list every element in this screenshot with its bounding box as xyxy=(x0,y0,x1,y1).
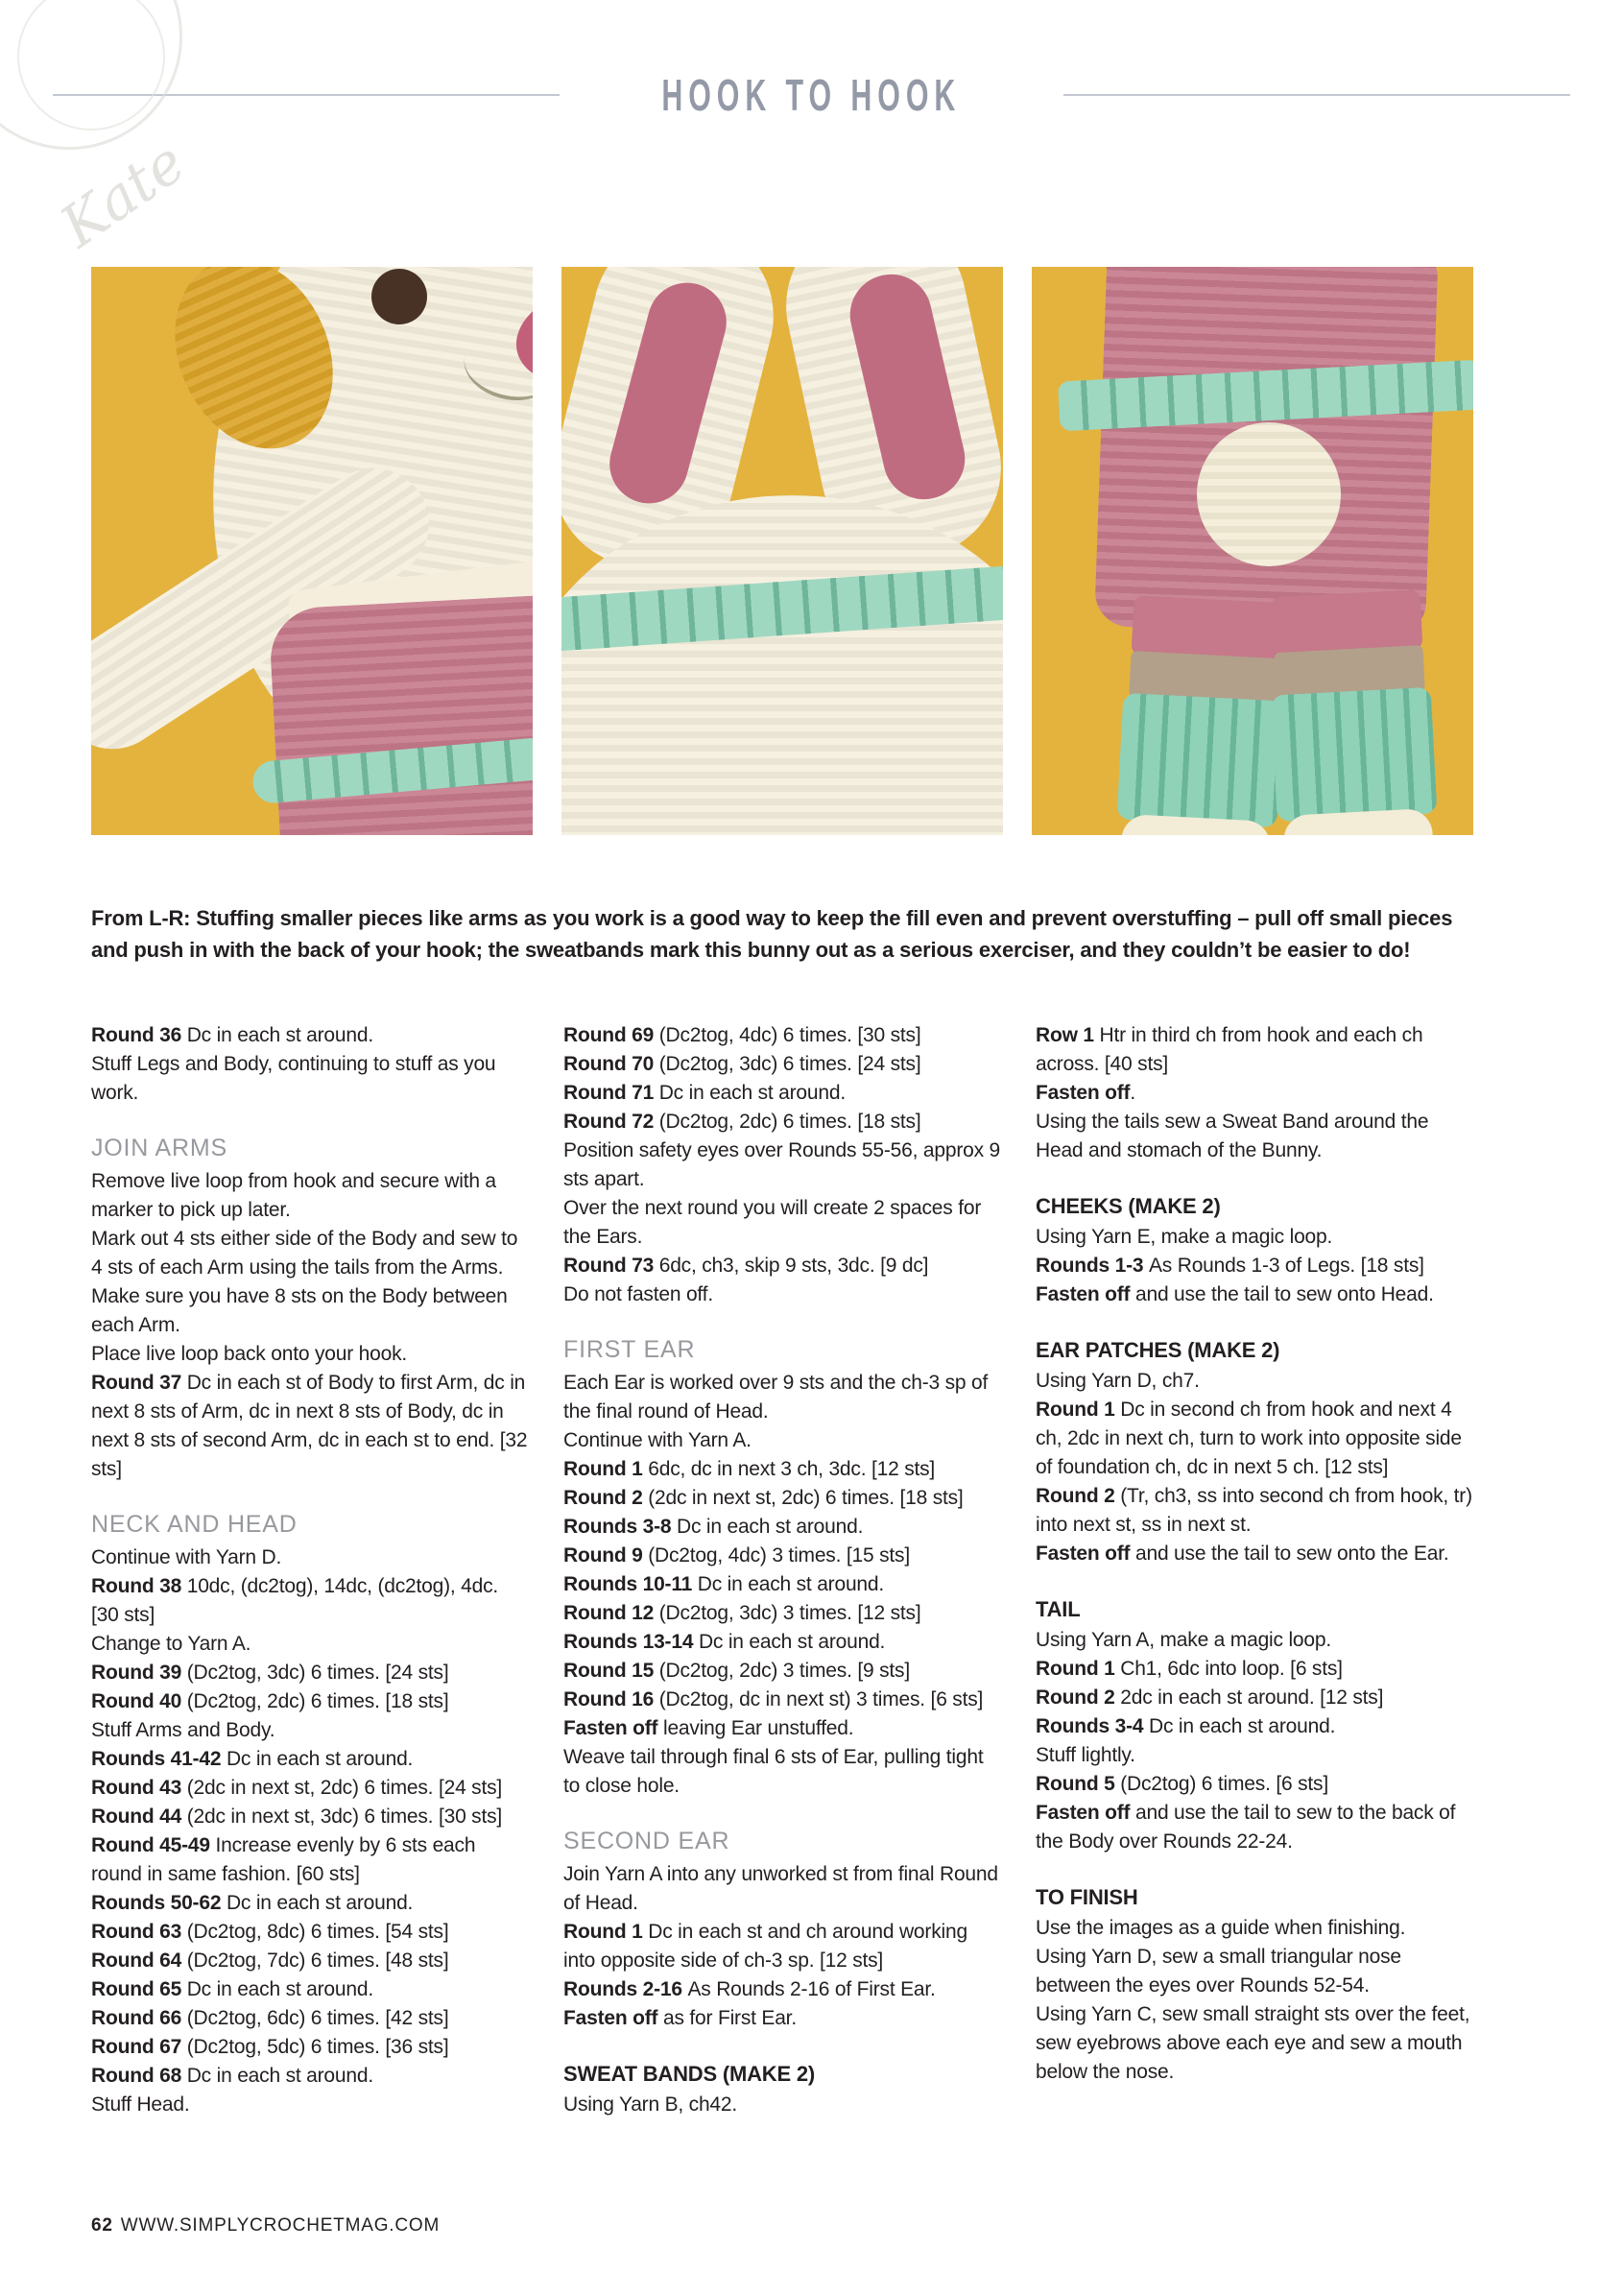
website-url: WWW.SIMPLYCROCHETMAG.COM xyxy=(120,2215,441,2236)
pattern-paragraph: Round 65 Dc in each st around. xyxy=(91,1978,373,2000)
pattern-paragraph: Using Yarn D, ch7. xyxy=(1036,1370,1200,1392)
pattern-column xyxy=(563,1021,1000,2119)
pattern-paragraph: Using Yarn D, sew a small triangular nose between the eyes over Rounds 52-54. xyxy=(1036,1946,1401,1997)
pattern-paragraph: Continue with Yarn D. xyxy=(91,1546,282,1568)
pattern-paragraph: Round 2 (Tr, ch3, ss into second ch from hook, tr) into next st, ss in next st. xyxy=(1036,1485,1472,1536)
pattern-paragraph: Round 66 (Dc2tog, 6dc) 6 times. [42 sts] xyxy=(91,2007,449,2029)
pattern-paragraph: Join Yarn A into any unworked st from final Round of Head. xyxy=(563,1863,998,1914)
pattern-paragraph: Using Yarn B, ch42. xyxy=(563,2093,738,2116)
pattern-column xyxy=(91,1021,528,2119)
photo-bunny-front-closeup xyxy=(91,267,533,835)
pattern-paragraph: Round 1 6dc, dc in next 3 ch, 3dc. [12 sts] xyxy=(563,1458,936,1480)
pattern-paragraph: Do not fasten off. xyxy=(563,1283,713,1305)
pattern-paragraph: Fasten off as for First Ear. xyxy=(563,2007,797,2029)
pattern-paragraph: Stuff Head. xyxy=(91,2093,190,2116)
pattern-paragraph: Round 38 10dc, (dc2tog), 14dc, (dc2tog), 4dc. [30 sts] xyxy=(91,1575,499,1626)
pattern-paragraph: Round 64 (Dc2tog, 7dc) 6 times. [48 sts] xyxy=(91,1949,449,1972)
pattern-paragraph: Stuff Arms and Body. xyxy=(91,1719,275,1741)
page-footer xyxy=(91,2215,440,2236)
header-rule-left xyxy=(53,94,560,96)
pattern-paragraph: Round 45-49 Increase evenly by 6 sts each round in same fashion. [60 sts] xyxy=(91,1834,476,1885)
pattern-paragraph: Rounds 10-11 Dc in each st around. xyxy=(563,1573,885,1595)
pattern-paragraph: Over the next round you will create 2 spaces for the Ears. xyxy=(563,1197,982,1248)
pattern-paragraph: Rounds 3-4 Dc in each st around. xyxy=(1036,1715,1336,1737)
section-heading: JOIN ARMS xyxy=(91,1135,227,1161)
pattern-paragraph: Round 69 (Dc2tog, 4dc) 6 times. [30 sts] xyxy=(563,1024,921,1046)
pattern-paragraph: Round 5 (Dc2tog) 6 times. [6 sts] xyxy=(1036,1773,1328,1795)
pattern-paragraph: Rounds 2-16 As Rounds 2-16 of First Ear. xyxy=(563,1978,936,2000)
pattern-paragraph: Position safety eyes over Rounds 55-56, approx 9 sts apart. xyxy=(563,1139,1001,1190)
pattern-paragraph: Use the images as a guide when finishing. xyxy=(1036,1917,1406,1939)
pattern-paragraph: Round 16 (Dc2tog, dc in next st) 3 times. [6 sts] xyxy=(563,1688,984,1710)
pattern-paragraph: Round 9 (Dc2tog, 4dc) 3 times. [15 sts] xyxy=(563,1544,910,1567)
pattern-paragraph: Rounds 1-3 As Rounds 1-3 of Legs. [18 sts] xyxy=(1036,1255,1424,1277)
pattern-columns xyxy=(91,1021,1473,2119)
leg-warmer-segment xyxy=(1117,693,1284,828)
pattern-paragraph: Stuff Legs and Body, continuing to stuff as you work. xyxy=(91,1053,496,1104)
sub-heading: TAIL xyxy=(1036,1597,1081,1621)
sub-heading: CHEEKS (MAKE 2) xyxy=(1036,1194,1221,1218)
pattern-paragraph: Round 1 Dc in second ch from hook and next 4 ch, 2dc in next ch, turn to work into opposite side of foundation ch, dc in next 5 ch. [12 sts] xyxy=(1036,1399,1462,1478)
header-rule-right xyxy=(1063,94,1570,96)
pattern-paragraph: Round 71 Dc in each st around. xyxy=(563,1082,846,1104)
pattern-paragraph: Round 15 (Dc2tog, 2dc) 3 times. [9 sts] xyxy=(563,1660,910,1682)
pattern-paragraph: Round 1 Dc in each st and ch around working into opposite side of ch-3 sp. [12 sts] xyxy=(563,1921,967,1972)
pattern-paragraph: Round 43 (2dc in next st, 2dc) 6 times. [24 sts] xyxy=(91,1777,503,1799)
leg-warmer-segment xyxy=(1271,687,1438,823)
pattern-paragraph: Using the tails sew a Sweat Band around the Head and stomach of the Bunny. xyxy=(1036,1111,1429,1161)
pattern-paragraph: Round 73 6dc, ch3, skip 9 sts, 3dc. [9 dc] xyxy=(563,1255,929,1277)
pattern-paragraph: Remove live loop from hook and secure with a marker to pick up later. xyxy=(91,1170,496,1221)
section-heading: SECOND EAR xyxy=(563,1828,730,1854)
sub-heading: EAR PATCHES (MAKE 2) xyxy=(1036,1338,1280,1362)
pattern-paragraph: Fasten off and use the tail to sew onto Head. xyxy=(1036,1283,1434,1305)
bunny-tail-shape xyxy=(1197,422,1341,566)
pattern-paragraph: Weave tail through final 6 sts of Ear, pulling tight to close hole. xyxy=(563,1746,984,1797)
pattern-paragraph: Round 39 (Dc2tog, 3dc) 6 times. [24 sts] xyxy=(91,1662,449,1684)
pattern-paragraph: Stuff lightly. xyxy=(1036,1744,1135,1766)
pattern-paragraph: Round 2 (2dc in next st, 2dc) 6 times. [18 sts] xyxy=(563,1487,964,1509)
pattern-paragraph: Continue with Yarn A. xyxy=(563,1429,752,1451)
pattern-paragraph: Mark out 4 sts either side of the Body and sew to 4 sts of each Arm using the tails from the Arms. Make sure you have 8 sts on the Body between each Arm. xyxy=(91,1228,518,1336)
page-header xyxy=(0,69,1623,121)
photo-bunny-ears-back xyxy=(561,267,1003,835)
section-heading: FIRST EAR xyxy=(563,1336,696,1363)
pattern-paragraph: Rounds 13-14 Dc in each st around. xyxy=(563,1631,886,1653)
sub-heading: SWEAT BANDS (MAKE 2) xyxy=(563,2062,816,2086)
pattern-paragraph: Round 2 2dc in each st around. [12 sts] xyxy=(1036,1686,1384,1709)
section-heading: NECK AND HEAD xyxy=(91,1511,298,1538)
pattern-paragraph: Using Yarn E, make a magic loop. xyxy=(1036,1226,1333,1248)
pattern-paragraph: Round 67 (Dc2tog, 5dc) 6 times. [36 sts] xyxy=(91,2036,449,2058)
bunny-head-back-shape xyxy=(561,495,1003,835)
pattern-paragraph: Rounds 50-62 Dc in each st around. xyxy=(91,1892,414,1914)
pattern-paragraph: Round 12 (Dc2tog, 3dc) 3 times. [12 sts] xyxy=(563,1602,921,1624)
pattern-paragraph: Round 70 (Dc2tog, 3dc) 6 times. [24 sts] xyxy=(563,1053,921,1075)
pattern-column xyxy=(1036,1021,1472,2087)
pattern-paragraph: Fasten off and use the tail to sew onto the Ear. xyxy=(1036,1543,1449,1565)
pattern-paragraph: Row 1 Htr in third ch from hook and each ch across. [40 sts] xyxy=(1036,1024,1423,1075)
pattern-paragraph: Place live loop back onto your hook. xyxy=(91,1343,408,1365)
pattern-paragraph: Round 40 (Dc2tog, 2dc) 6 times. [18 sts] xyxy=(91,1690,449,1712)
bunny-eye-shape xyxy=(371,269,427,324)
pattern-paragraph: Change to Yarn A. xyxy=(91,1633,251,1655)
photo-bunny-legs-back xyxy=(1032,267,1473,835)
sub-heading: TO FINISH xyxy=(1036,1885,1138,1909)
pattern-paragraph: Using Yarn A, make a magic loop. xyxy=(1036,1629,1331,1651)
pattern-paragraph: Rounds 3-8 Dc in each st around. xyxy=(563,1516,864,1538)
bunny-left-leg-shape xyxy=(1117,595,1282,835)
pattern-paragraph: Round 44 (2dc in next st, 3dc) 6 times. [30 sts] xyxy=(91,1806,503,1828)
page-title: HOOK TO HOOK xyxy=(661,70,962,120)
pattern-paragraph: Round 72 (Dc2tog, 2dc) 6 times. [18 sts] xyxy=(563,1111,921,1133)
watermark-text: Kate xyxy=(48,129,198,261)
pattern-paragraph: Using Yarn C, sew small straight sts over the feet, sew eyebrows above each eye and sew a mouth below the nose. xyxy=(1036,2003,1470,2083)
pattern-paragraph: Fasten off and use the tail to sew to the back of the Body over Rounds 22-24. xyxy=(1036,1802,1456,1853)
pattern-paragraph: Fasten off leaving Ear unstuffed. xyxy=(563,1717,854,1739)
pattern-paragraph: Round 63 (Dc2tog, 8dc) 6 times. [54 sts] xyxy=(91,1921,449,1943)
pattern-paragraph: Fasten off. xyxy=(1036,1082,1135,1104)
photo-caption: From L-R: Stuffing smaller pieces like arms as you work is a good way to keep the fill even and prevent overstuffing – pull off small pieces and push in with the back of your hook; the sweatbands mark this bunny out as a serious exerciser, and they couldn’t be easier to do! xyxy=(91,906,1453,962)
bunny-right-leg-shape xyxy=(1271,589,1436,835)
pattern-paragraph: Each Ear is worked over 9 sts and the ch-3 sp of the final round of Head. xyxy=(563,1372,989,1423)
page-number: 62 xyxy=(91,2215,113,2236)
pattern-paragraph: Round 36 Dc in each st around. xyxy=(91,1024,373,1046)
pattern-paragraph: Rounds 41-42 Dc in each st around. xyxy=(91,1748,414,1770)
photo-strip xyxy=(91,267,1473,835)
pattern-paragraph: Round 68 Dc in each st around. xyxy=(91,2065,373,2087)
pattern-paragraph: Round 37 Dc in each st of Body to first Arm, dc in next 8 sts of Arm, dc in next 8 sts of Body, dc in next 8 sts of second Arm, dc in each st to end. [32 sts] xyxy=(91,1372,528,1480)
pattern-paragraph: Round 1 Ch1, 6dc into loop. [6 sts] xyxy=(1036,1658,1343,1680)
